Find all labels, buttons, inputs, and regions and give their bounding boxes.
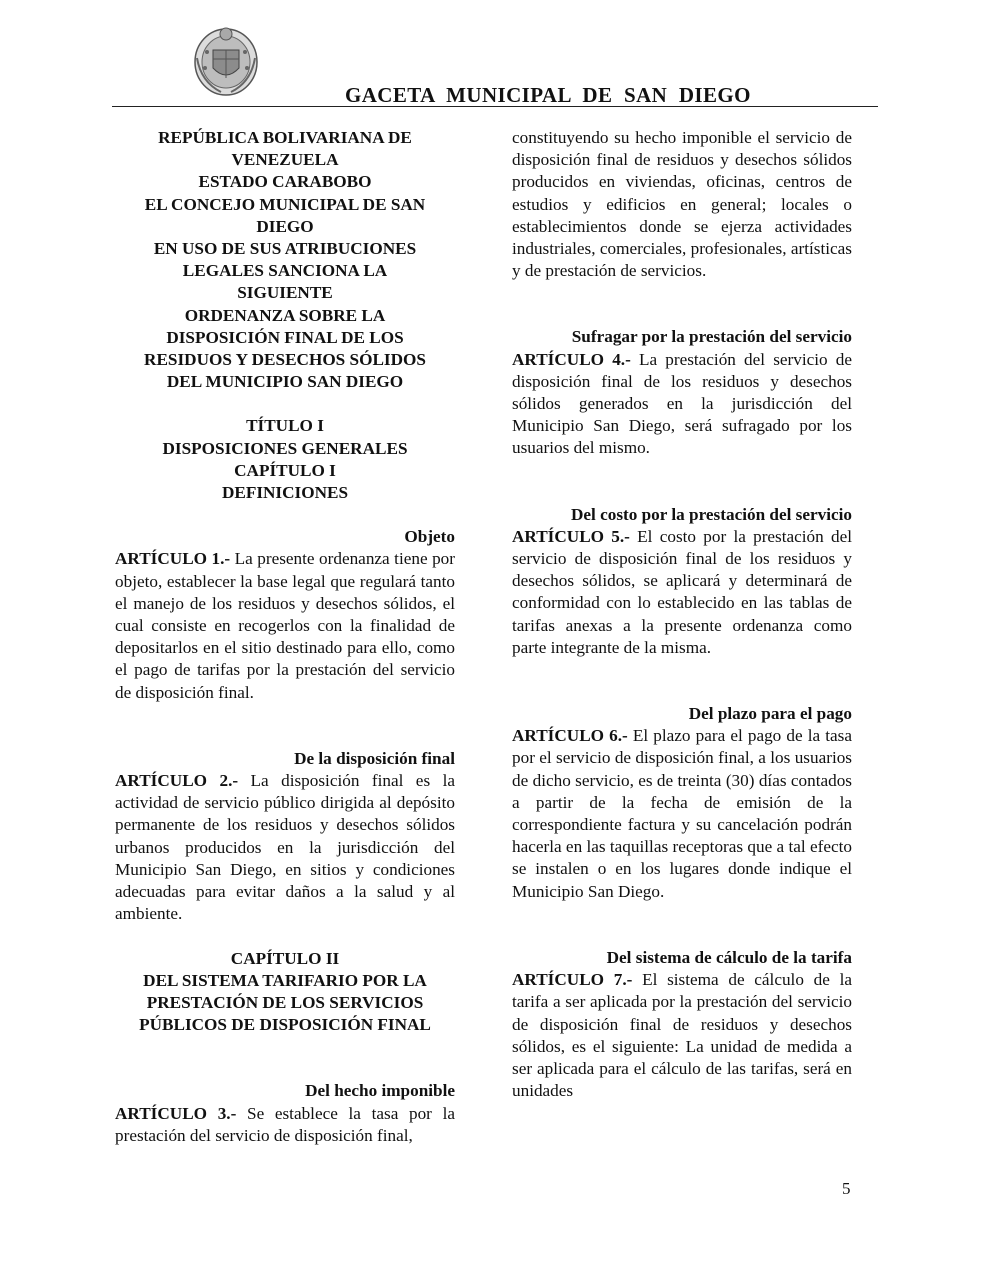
page-number: 5 <box>842 1179 851 1198</box>
preamble-line: DIEGO <box>256 216 314 236</box>
right-column <box>512 127 852 1102</box>
left-column <box>115 127 455 1147</box>
chapter-line: PÚBLICOS DE DISPOSICIÓN FINAL <box>139 1015 431 1035</box>
article-5-text: El costo por la prestación del servicio de disposición final de los residuos y desechos sólidos, se aplicará y determinará de conformidad con lo establecido en las tablas de tarifas anexas a la presente ordenanza como parte integrante de la misma. <box>512 526 852 657</box>
article-6-text: El plazo para el pago de la tasa por el servicio de disposición final, a los usuarios de dicho servicio, es de treinta (30) días contados a partir de la fecha de emisión de la correspondiente factura y su cancelación podrán hacerla en las taquillas receptoras que a tal efecto se instalen o en los lugares donde indique el Municipio San Diego. <box>512 726 852 901</box>
preamble-line: DEL MUNICIPIO SAN DIEGO <box>166 372 404 392</box>
article-3 <box>115 1103 455 1147</box>
article-4-text: La prestación del servicio de disposición final de los residuos y desechos sólidos generados en la jurisdicción del Municipio San Diego, será sufragado por los usuarios del mismo. <box>512 349 852 458</box>
article-1-heading: Objeto <box>404 527 455 547</box>
municipal-seal-icon <box>191 22 261 98</box>
article-2-heading: De la disposición final <box>294 748 455 768</box>
title-line: TÍTULO I <box>246 416 324 436</box>
article-6 <box>512 725 852 903</box>
chapter-line: PRESTACIÓN DE LOS SERVICIOS <box>146 992 424 1012</box>
preamble-line: VENEZUELA <box>231 150 339 170</box>
article-5 <box>512 526 852 659</box>
article-7 <box>512 969 852 1102</box>
preamble-line: DISPOSICIÓN FINAL DE LOS <box>166 327 404 347</box>
article-3-heading: Del hecho imponible <box>305 1081 455 1101</box>
preamble-line: ESTADO CARABOBO <box>198 172 372 192</box>
article-7-label: ARTÍCULO 7.- <box>512 970 633 990</box>
article-1 <box>115 548 455 703</box>
article-6-label: ARTÍCULO 6.- <box>512 726 628 746</box>
article-4-heading: Sufragar por la prestación del servicio <box>571 327 852 347</box>
article-2-label: ARTÍCULO 2.- <box>115 771 239 791</box>
article-3-label: ARTÍCULO 3.- <box>115 1103 237 1123</box>
title-line: CAPÍTULO I <box>234 460 336 480</box>
chapter-line: CAPÍTULO II <box>230 948 340 968</box>
preamble-line: REPÚBLICA BOLIVARIANA DE <box>158 128 412 147</box>
article-4-label: ARTÍCULO 4.- <box>512 349 631 369</box>
chapter-line: DEL SISTEMA TARIFARIO POR LA <box>143 970 427 990</box>
article-1-text: La presente ordenanza tiene por objeto, establecer la base legal que regulará tanto el manejo de los residuos y desechos sólidos, el cual consiste en recogerlos con la finalidad de depositarlos en el sitio destinado para ello, como el pago de tarifas por la prestación del servicio de disposición final. <box>115 549 455 702</box>
preamble-line: SIGUIENTE <box>237 283 333 303</box>
header-divider <box>112 106 878 107</box>
title-line: DEFINICIONES <box>221 483 349 503</box>
title-block <box>115 415 455 504</box>
article-2-text: La disposición final es la actividad de servicio público dirigida al depósito permanente de los residuos y desechos sólidos urbanos producidos en la jurisdicción del Municipio San Diego, en sitios y condiciones adecuadas para evitar daños a la salud y al ambiente. <box>115 771 455 924</box>
article-5-label: ARTÍCULO 5.- <box>512 526 630 546</box>
article-3-continuation: constituyendo su hecho imponible el servicio de disposición final de residuos y desechos sólidos producidos en viviendas, oficinas, centros de estudios y edificios en general; locales o establecimientos donde se ejerza actividades industriales, comerciales, profesionales, artísticas y de prestación de servicios. <box>512 128 852 281</box>
article-4 <box>512 349 852 460</box>
article-7-heading: Del sistema de cálculo de la tarifa <box>606 947 852 967</box>
article-7-text: El sistema de cálculo de la tarifa a ser aplicada por la prestación del servicio de disposición final de residuos y desechos sólidos, es el siguiente: La unidad de medida a ser aplicada para el cálculo de las tarifas, será en unidades <box>512 970 852 1101</box>
article-1-label: ARTÍCULO 1.- <box>115 549 231 569</box>
preamble-line: EN USO DE SUS ATRIBUCIONES <box>153 239 417 259</box>
preamble-line: LEGALES SANCIONA LA <box>182 261 388 281</box>
preamble-line: EL CONCEJO MUNICIPAL DE SAN <box>144 194 426 214</box>
article-5-heading: Del costo por la prestación del servicio <box>570 504 852 524</box>
article-3-text: Se establece la tasa por la prestación del servicio de disposición final, <box>115 1103 455 1145</box>
preamble <box>115 127 455 393</box>
preamble-line: ORDENANZA SOBRE LA <box>184 305 386 325</box>
article-6-heading: Del plazo para el pago <box>688 704 852 724</box>
article-2 <box>115 770 455 925</box>
chapter-2-block <box>115 948 455 1037</box>
preamble-line: RESIDUOS Y DESECHOS SÓLIDOS <box>144 350 426 370</box>
title-line: DISPOSICIONES GENERALES <box>162 438 408 458</box>
gazette-title: GACETA MUNICIPAL DE SAN DIEGO <box>345 83 751 107</box>
